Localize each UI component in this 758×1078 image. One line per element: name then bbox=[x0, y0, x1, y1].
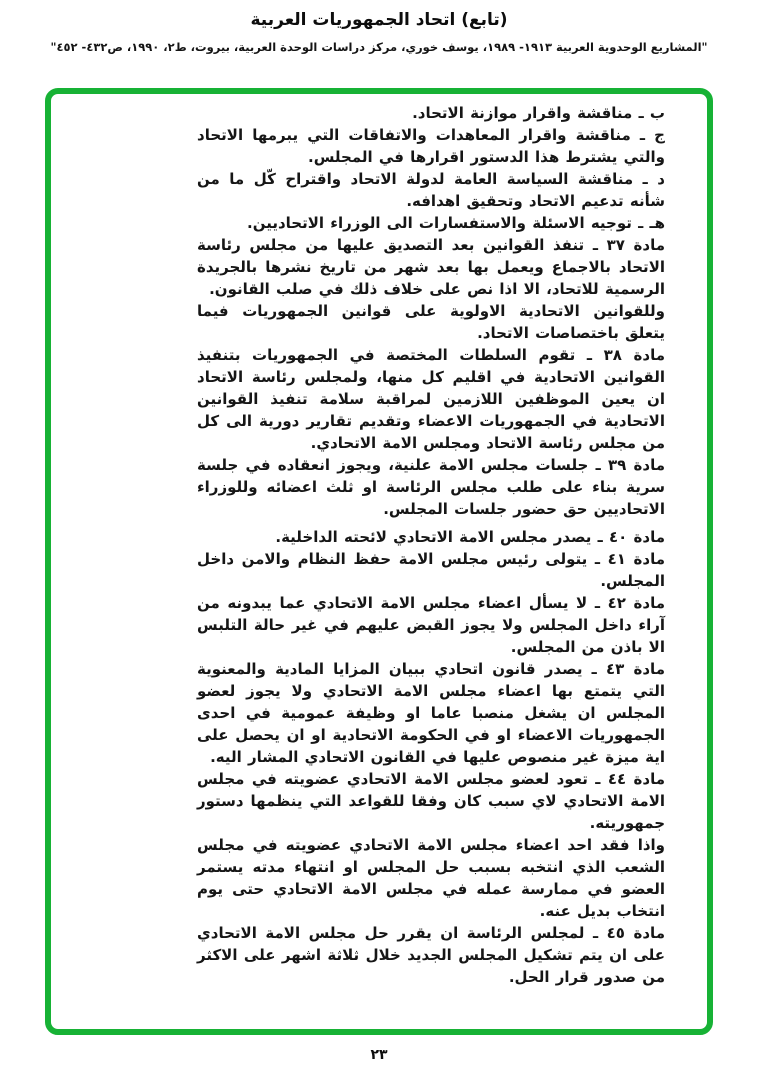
document-paragraph: د ـ مناقشة السياسة العامة لدولة الاتحاد واقتراح كّل ما من شأنه تدعيم الاتحاد وتحقيق اهدافه. bbox=[197, 170, 665, 210]
document-paragraph: وللقوانين الاتحادية الاولوية على قوانين الجمهوريات فيما يتعلق باختصاصات الاتحاد. bbox=[197, 302, 665, 342]
citation-line: "المشاريع الوحدوية العربية ١٩١٣- ١٩٨٩، يوسف خوري، مركز دراسات الوحدة العربية، بيروت، ط٢، ١٩٩٠، ص٤٣٢- ٤٥٢" bbox=[50, 40, 708, 54]
document-paragraph: ب ـ مناقشة واقرار موازنة الاتحاد. bbox=[412, 104, 665, 122]
document-paragraph: مادة ٤٣ ـ يصدر قانون اتحادي ببيان المزايا المادية والمعنوية التي يتمتع بها اعضاء مجلس الامة الاتحادي ولا يجوز لعضو المجلس ان يشغل منصبا عاما او وظيفة عمومية في احدى الجمهوريات الاعضاء او في الحكومة الاتحادية او ان يحصل على اية ميزة غير منصوص عليها في القانون الاتحادي المشار اليه. bbox=[197, 660, 665, 766]
document-paragraph: مادة ٤٢ ـ لا يسأل اعضاء مجلس الامة الاتحادي عما يبدونه من آراء داخل المجلس ولا يجوز القبض عليهم في غير حالة التلبس الا باذن من المجلس. bbox=[197, 594, 665, 656]
green-border-box bbox=[45, 88, 713, 1035]
document-paragraph: مادة ٣٨ ـ تقوم السلطات المختصة في الجمهوريات بتنفيذ القوانين الاتحادية في اقليم كل منها، ولمجلس رئاسة الاتحاد ان يعين الموظفين اللازمين لمراقبة سلامة تنفيذ القوانين الاتحادية في الجمهوريات الاعضاء وتقديم تقارير دورية الى كل من مجلس رئاسة الاتحاد ومجلس الامة الاتحادي. bbox=[197, 346, 665, 452]
page-title: (تابع) اتحاد الجمهوريات العربية bbox=[250, 10, 508, 30]
document-paragraph: ج ـ مناقشة واقرار المعاهدات والاتفاقات التي يبرمها الاتحاد والتي يشترط هذا الدستور اقرارها في المجلس. bbox=[197, 126, 665, 166]
document-paragraph: مادة ٣٧ ـ تنفذ القوانين بعد التصديق عليها من مجلس رئاسة الاتحاد بالاجماع ويعمل بها بعد شهر من تاريخ نشرها بالجريدة الرسمية للاتحاد، الا اذا نص على خلاف ذلك في صلب القانون. bbox=[197, 236, 665, 298]
document-paragraph: مادة ٣٩ ـ جلسات مجلس الامة علنية، ويجوز انعقاده في جلسة سرية بناء على طلب مجلس الرئاسة او ثلث اعضائه وللوزراء الاتحاديين حق حضور جلسات المجلس. bbox=[197, 456, 665, 518]
document-body bbox=[197, 102, 665, 988]
page-footer bbox=[0, 1044, 758, 1063]
document-paragraph: مادة ٤٥ ـ لمجلس الرئاسة ان يقرر حل مجلس الامة الاتحادي على ان يتم تشكيل المجلس الجديد خلال ثلاثة اشهر على الاكثر من صدور قرار الحل. bbox=[197, 924, 665, 986]
document-paragraph: واذا فقد احد اعضاء مجلس الامة الاتحادي عضويته في مجلس الشعب الذي انتخبه بسبب حل المجلس او انتهاء مدته يستمر العضو في ممارسة عمله في مجلس الامة الاتحادي حتى يوم انتخاب بديل عنه. bbox=[197, 836, 665, 920]
document-paragraph: مادة ٤١ ـ يتولى رئيس مجلس الامة حفظ النظام والامن داخل المجلس. bbox=[197, 550, 665, 590]
document-paragraph: مادة ٤٤ ـ تعود لعضو مجلس الامة الاتحادي عضويته في مجلس الامة الاتحادي لاي سبب كان وفقا للقواعد التي ينظمها دستور جمهوريته. bbox=[197, 770, 665, 832]
page-number: ٢٣ bbox=[370, 1047, 388, 1063]
document-paragraph: مادة ٤٠ ـ يصدر مجلس الامة الاتحادي لائحته الداخلية. bbox=[275, 528, 665, 546]
page-header bbox=[0, 10, 758, 54]
document-paragraph: هـ ـ توجيه الاسئلة والاستفسارات الى الوزراء الاتحاديين. bbox=[247, 214, 665, 232]
